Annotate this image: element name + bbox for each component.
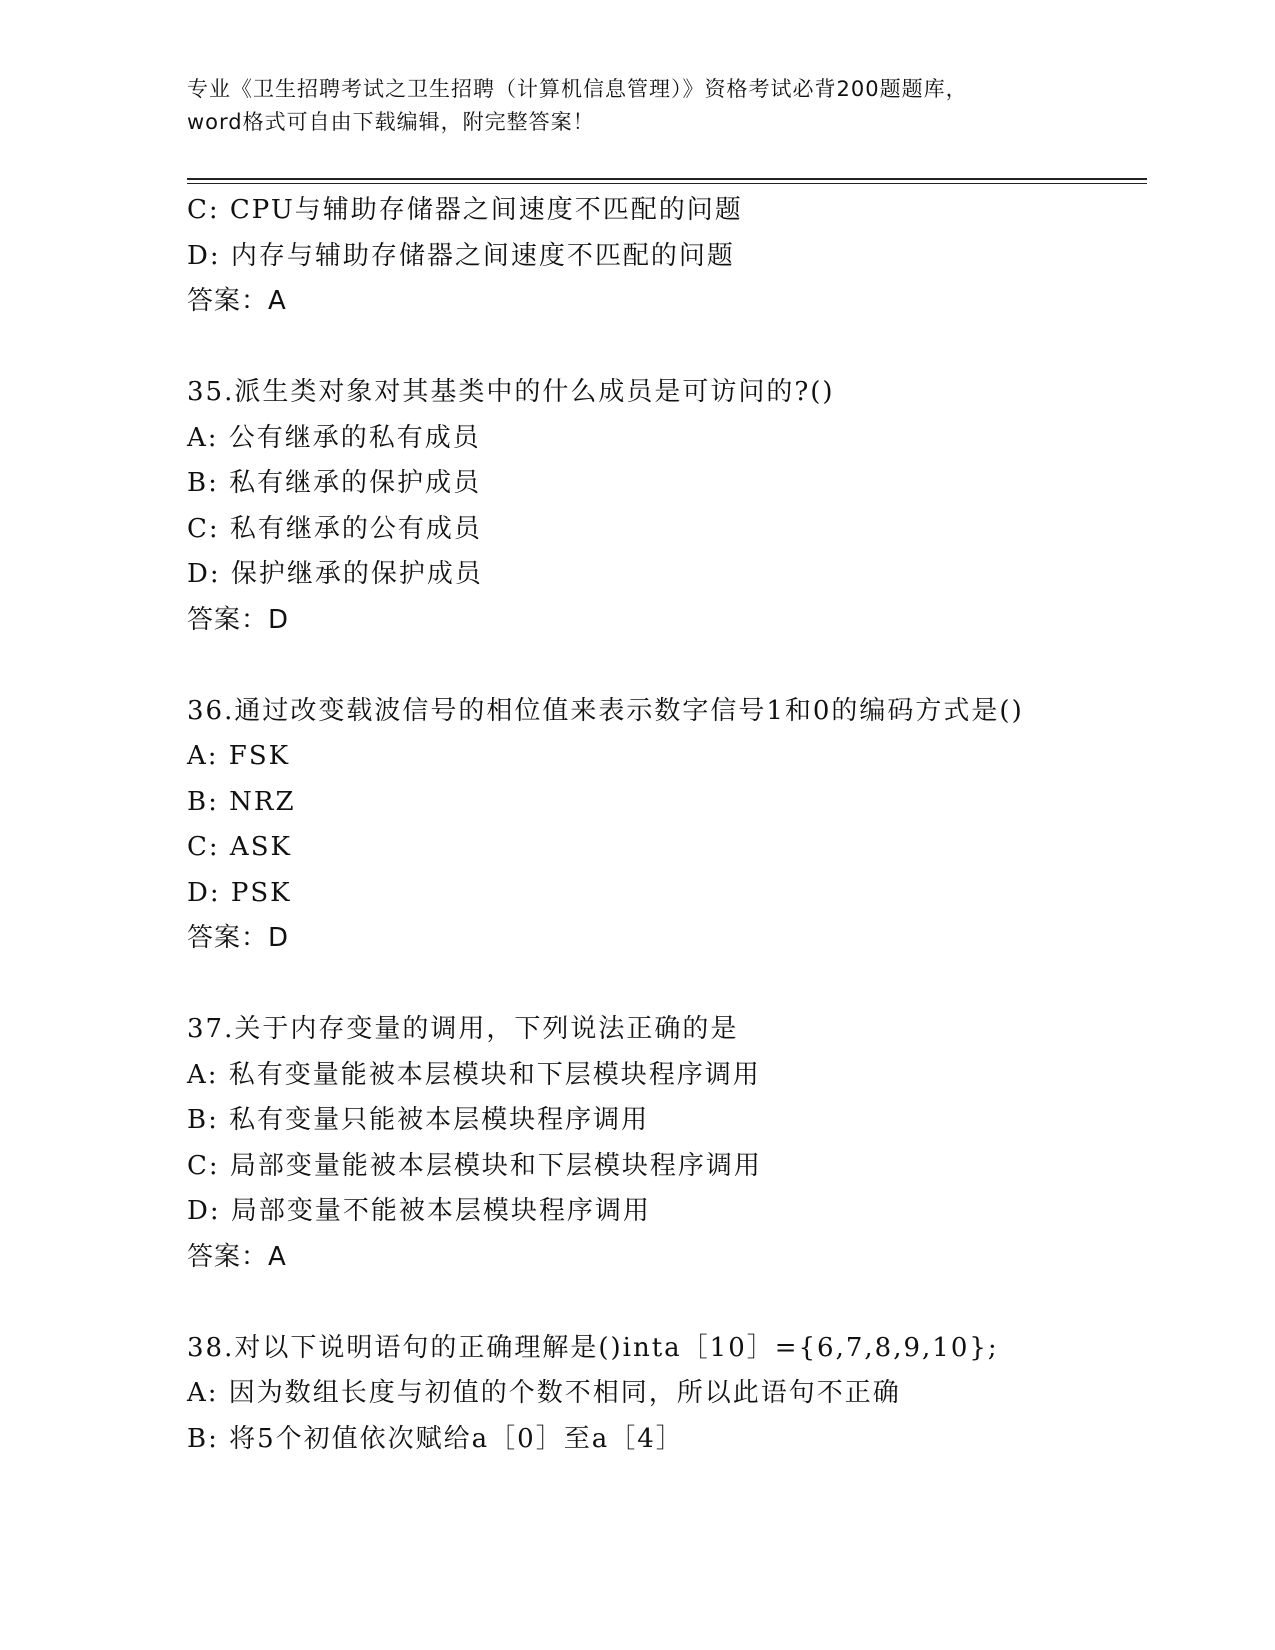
header-line-2: word格式可自由下载编辑，附完整答案！ xyxy=(187,110,595,134)
question-text: 36.通过改变载波信号的相位值来表示数字信号1和0的编码方式是() xyxy=(187,695,1024,726)
carryover-question xyxy=(187,188,1147,325)
answer-line: 答案：D xyxy=(187,923,290,953)
question-36 xyxy=(187,689,1147,962)
option-d: D: PSK xyxy=(187,877,292,908)
question-text: 38.对以下说明语句的正确理解是()inta［10］={6,7,8,9,10}; xyxy=(187,1332,999,1363)
option-c: C: 局部变量能被本层模块和下层模块程序调用 xyxy=(187,1150,762,1181)
question-38 xyxy=(187,1326,1147,1463)
answer-line: 答案：A xyxy=(187,1241,287,1272)
answer-line: 答案：D xyxy=(187,604,290,635)
spacer xyxy=(187,643,1147,689)
option-a: A: 私有变量能被本层模块和下层模块程序调用 xyxy=(187,1059,761,1090)
answer-line: 答案：A xyxy=(187,286,287,316)
header-line-1: 专业《卫生招聘考试之卫生招聘（计算机信息管理）》资格考试必背200题题库， xyxy=(187,77,968,101)
spacer xyxy=(187,325,1147,371)
header-divider-thin xyxy=(187,183,1147,184)
header-divider-thick xyxy=(187,178,1147,180)
spacer xyxy=(187,962,1147,1008)
question-37 xyxy=(187,1007,1147,1280)
option-a: A: 因为数组长度与初值的个数不相同，所以此语句不正确 xyxy=(187,1378,901,1408)
option-a: A: 公有继承的私有成员 xyxy=(187,422,481,453)
spacer xyxy=(187,1280,1147,1326)
option-a: A: FSK xyxy=(187,741,291,771)
question-text: 35.派生类对象对其基类中的什么成员是可访问的?() xyxy=(187,377,835,407)
option-d: D: 保护继承的保护成员 xyxy=(187,559,483,589)
option-b: B: 私有变量只能被本层模块程序调用 xyxy=(187,1105,650,1135)
question-text: 37.关于内存变量的调用，下列说法正确的是 xyxy=(187,1014,739,1044)
document-header xyxy=(187,73,1087,139)
option-b: B: 将5个初值依次赋给a［0］至a［4］ xyxy=(187,1423,684,1454)
option-b: B: 私有继承的保护成员 xyxy=(187,468,482,498)
option-c: C: ASK xyxy=(187,832,292,862)
option-d: D: 局部变量不能被本层模块程序调用 xyxy=(187,1196,651,1226)
option-b: B: NRZ xyxy=(187,786,296,817)
option-c: C: CPU与辅助存储器之间速度不匹配的问题 xyxy=(187,195,743,225)
question-content xyxy=(187,188,1147,1462)
option-d: D: 内存与辅助存储器之间速度不匹配的问题 xyxy=(187,240,735,271)
question-35 xyxy=(187,370,1147,643)
option-c: C: 私有继承的公有成员 xyxy=(187,513,482,544)
